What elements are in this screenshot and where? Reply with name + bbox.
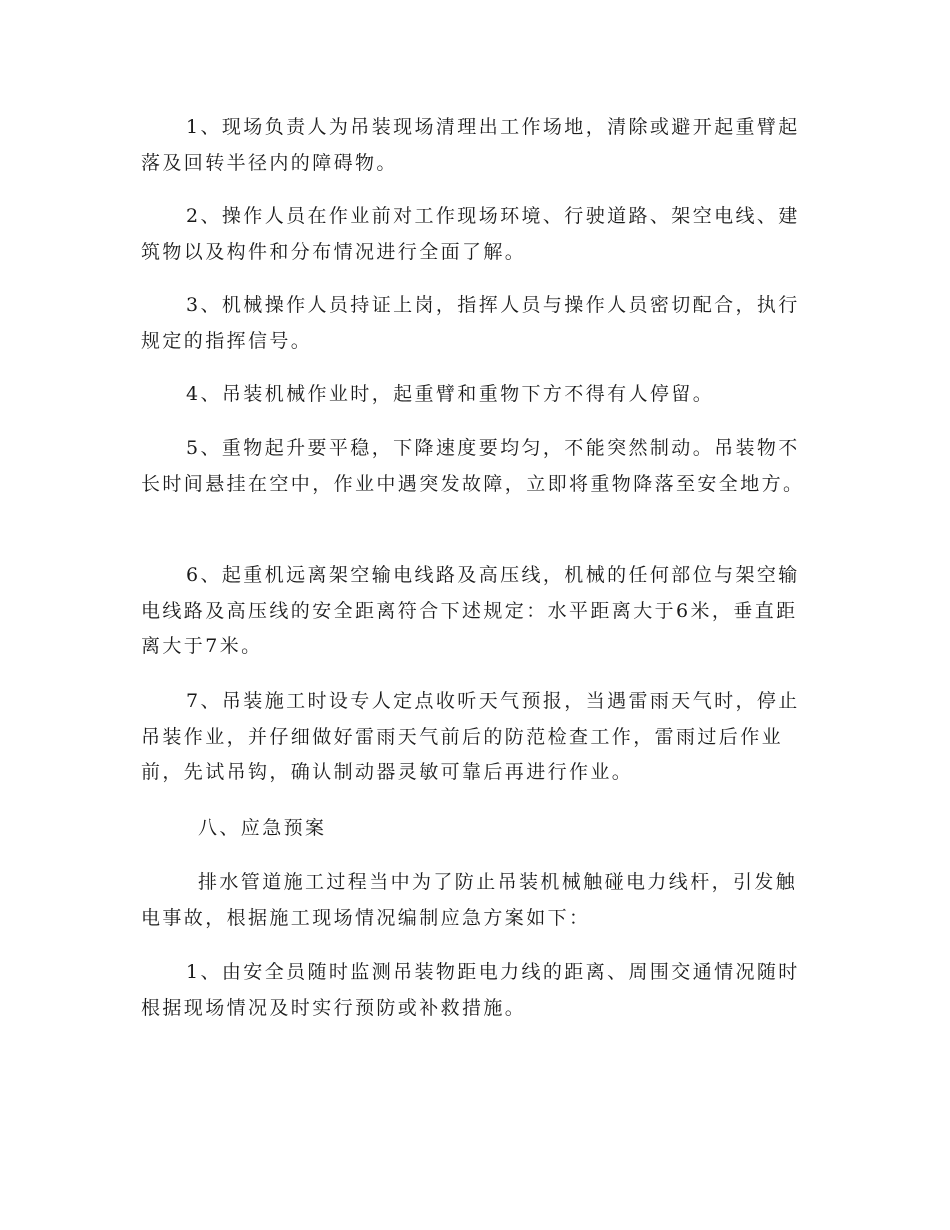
paragraph-2: 2、操作人员在作业前对工作现场环境、行驶道路、架空电线、建筑物以及构件和分布情况进行全面了解。: [141, 205, 800, 263]
paragraph-3: 3、机械操作人员持证上岗，指挥人员与操作人员密切配合，执行规定的指挥信号。: [141, 294, 800, 352]
section-heading: 八、应急预案: [198, 817, 327, 839]
paragraph-8: 1、由安全员随时监测吊装物距电力线的距离、周围交通情况随时根据现场情况及时实行预防或补救措施。: [141, 961, 800, 1019]
paragraph-7: 7、吊装施工时设专人定点收听天气预报，当遇雷雨天气时，停止吊装作业，并仔细做好雷雨天气前后的防范检查工作，雷雨过后作业前，先试吊钩，确认制动器灵敏可靠后再进行作业。: [141, 690, 800, 783]
paragraph-intro: 排水管道施工过程当中为了防止吊装机械触碰电力线杆，引发触电事故，根据施工现场情况编制应急方案如下：: [141, 871, 798, 929]
paragraph-6: 6、起重机远离架空输电线路及高压线，机械的任何部位与架空输电线路及高压线的安全距离符合下述规定：水平距离大于6米，垂直距离大于7米。: [141, 564, 800, 657]
paragraph-4: 4、吊装机械作业时，起重臂和重物下方不得有人停留。: [186, 383, 715, 405]
paragraph-1: 1、现场负责人为吊装现场清理出工作场地，清除或避开起重臂起落及回转半径内的障碍物。: [141, 116, 800, 174]
paragraph-5: 5、重物起升要平稳，下降速度要均匀，不能突然制动。吊装物不长时间悬挂在空中，作业中遇突发故障，立即将重物降落至安全地方。: [141, 437, 805, 495]
